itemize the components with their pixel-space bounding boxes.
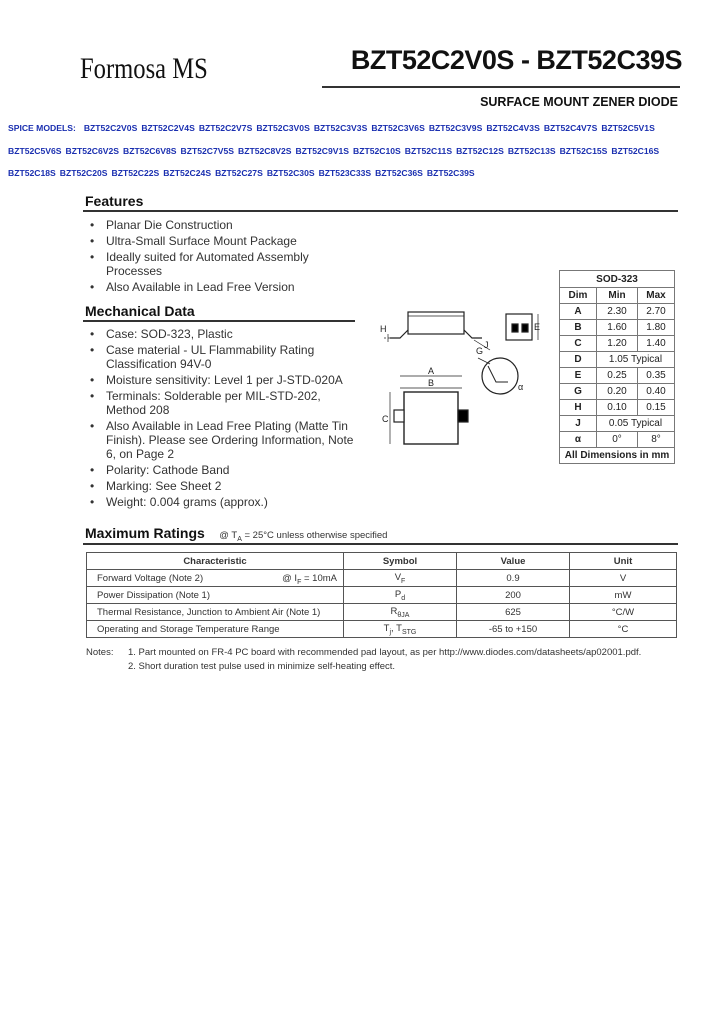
ratings-row — [87, 621, 677, 638]
page-subtitle: SURFACE MOUNT ZENER DIODE — [480, 95, 678, 109]
dim-cell: E — [560, 368, 597, 384]
ratings-char-cell: Forward Voltage (Note 2) @ $I_F = 10mA$ — [87, 570, 344, 587]
dim-label-j: J — [484, 340, 489, 350]
spice-model-link[interactable]: BZT52C39S — [426, 168, 475, 178]
dim-cell: D — [560, 352, 597, 368]
dimension-table — [559, 270, 675, 464]
ratings-col-header: Symbol — [344, 553, 457, 570]
mechanical-list — [84, 327, 356, 509]
ratings-char-cell: Operating and Storage Temperature Range — [87, 621, 344, 638]
spice-model-link[interactable]: BZT52C3V6S — [371, 123, 425, 133]
dim-label-b: B — [428, 378, 435, 388]
spice-model-link[interactable]: BZT52C6V8S — [123, 146, 177, 156]
ratings-unit-cell: V — [570, 570, 677, 587]
spice-model-link[interactable]: BZT52C6V2S — [65, 146, 119, 156]
dim-col-header: Dim — [560, 288, 597, 304]
dim-cell: α — [560, 432, 597, 448]
dim-label-c: C — [382, 414, 389, 424]
ratings-col-header: Unit — [570, 553, 677, 570]
dim-table-row — [560, 352, 675, 368]
package-outline-drawing — [372, 300, 552, 450]
note-item: 1. Part mounted on FR-4 PC board with recommended pad layout, as per http://www.diodes.com/datasheets/ap02001.pdf. — [128, 647, 642, 658]
ratings-row — [87, 587, 677, 604]
dim-label-g: G — [476, 346, 484, 356]
dim-cell: 1.40 — [638, 336, 675, 352]
ratings-table — [86, 552, 677, 638]
feature-item: • Ultra-Small Surface Mount Package — [84, 234, 324, 248]
mechanical-rule — [83, 320, 355, 322]
ratings-row — [87, 604, 677, 621]
spice-model-link[interactable]: BZT52C13S — [507, 146, 556, 156]
spice-model-link[interactable]: BZT52C5V1S — [601, 123, 655, 133]
dim-col-header: Max — [638, 288, 675, 304]
dim-cell: 1.60 — [597, 320, 638, 336]
dim-cell: 2.30 — [597, 304, 638, 320]
dim-table-row — [560, 320, 675, 336]
ratings-char-condition: @ $I_F = 10mA$ — [282, 572, 337, 586]
features-list — [84, 218, 324, 294]
ratings-col-header: Value — [457, 553, 570, 570]
spice-model-link[interactable]: BZT52C20S — [59, 168, 108, 178]
dim-table-footer: All Dimensions in mm — [560, 448, 675, 464]
dim-table-row — [560, 368, 675, 384]
ratings-symbol-cell: $R_{\theta JA}$ — [344, 604, 457, 621]
dim-table-row — [560, 432, 675, 448]
dim-cell: C — [560, 336, 597, 352]
ratings-value-cell: 625 — [457, 604, 570, 621]
spice-model-link[interactable]: BZT52C2V0S — [83, 123, 138, 133]
spice-model-link[interactable]: BZT52C4V7S — [543, 123, 598, 133]
spice-model-link[interactable]: BZT52C10S — [353, 146, 401, 156]
dim-table-row — [560, 336, 675, 352]
mechanical-heading: Mechanical Data — [85, 303, 195, 319]
page-title: BZT52C2V0S - BZT52C39S — [350, 45, 682, 75]
mechanical-item: • Weight: 0.004 grams (approx.) — [84, 495, 356, 509]
spice-model-link[interactable]: BZT523C33S — [318, 168, 372, 178]
spice-model-link[interactable]: BZT52C27S — [215, 168, 263, 178]
ratings-char-cell: Power Dissipation (Note 1) — [87, 587, 344, 604]
dim-cell: 0.10 — [597, 400, 638, 416]
feature-item: • Also Available in Lead Free Version — [84, 280, 324, 294]
ratings-value-cell: 0.9 — [457, 570, 570, 587]
features-rule — [83, 210, 678, 212]
dim-cell: G — [560, 384, 597, 400]
ratings-heading-row — [85, 525, 387, 543]
spice-model-link[interactable]: BZT52C15S — [559, 146, 608, 156]
spice-model-link[interactable]: BZT52C16S — [611, 146, 660, 156]
ratings-value-cell: 200 — [457, 587, 570, 604]
spice-model-link[interactable]: BZT52C11S — [404, 146, 453, 156]
ratings-rule — [83, 543, 678, 545]
dimension-table-wrap — [559, 270, 675, 464]
notes-label: Notes: — [86, 647, 114, 658]
spice-model-link[interactable]: BZT52C8V2S — [238, 146, 292, 156]
mechanical-item: • Polarity: Cathode Band — [84, 463, 356, 477]
ratings-row — [87, 570, 677, 587]
dim-table-row — [560, 400, 675, 416]
ratings-condition: @ $T_A = 25^\circ C$ unless otherwise specified — [219, 530, 388, 543]
dim-cell: 0.20 — [597, 384, 638, 400]
ratings-symbol-cell: $T_j$, $T_{STG}$ — [344, 621, 457, 638]
dim-cell: H — [560, 400, 597, 416]
spice-model-link[interactable]: BZT52C4V3S — [486, 123, 540, 133]
dim-table-package: SOD-323 — [560, 271, 675, 288]
dim-cell: 2.70 — [638, 304, 675, 320]
dim-table-row — [560, 416, 675, 432]
spice-model-link[interactable]: BZT52C12S — [456, 146, 504, 156]
dim-table-row — [560, 304, 675, 320]
ratings-heading: Maximum Ratings — [85, 525, 205, 541]
dim-cell: 0.15 — [638, 400, 675, 416]
ratings-table-wrap — [86, 552, 677, 638]
spice-model-link[interactable]: BZT52C3V3S — [313, 123, 368, 133]
spice-models-line-3 — [8, 168, 483, 178]
feature-item: • Planar Die Construction — [84, 218, 324, 232]
dim-cell: A — [560, 304, 597, 320]
dim-cell: 0.05 Typical — [597, 416, 675, 432]
spice-model-link[interactable]: BZT52C5V6S — [8, 146, 62, 156]
spice-label: SPICE MODELS: — [8, 123, 76, 133]
spice-model-link[interactable]: BZT52C30S — [266, 168, 315, 178]
spice-model-link[interactable]: BZT52C36S — [375, 168, 423, 178]
mechanical-item: • Also Available in Lead Free Plating (Matte Tin Finish). Please see Ordering Information, Note 6, on Page 2 — [84, 419, 356, 461]
dim-cell: J — [560, 416, 597, 432]
spice-model-link[interactable]: BZT52C3V9S — [428, 123, 483, 133]
spice-model-link[interactable]: BZT52C2V7S — [198, 123, 253, 133]
dim-cell: 0.35 — [638, 368, 675, 384]
dim-cell: 8° — [638, 432, 675, 448]
spice-model-link[interactable]: BZT52C7V5S — [180, 146, 234, 156]
ratings-symbol-cell: $V_F$ — [344, 570, 457, 587]
dim-cell: 1.80 — [638, 320, 675, 336]
ratings-symbol-cell: $P_d$ — [344, 587, 457, 604]
dim-label-h: H — [380, 324, 387, 334]
ratings-col-header: Characteristic — [87, 553, 344, 570]
header-divider — [322, 86, 680, 88]
brand-logo: Formosa MS — [80, 52, 208, 85]
dim-cell: 0.25 — [597, 368, 638, 384]
spice-model-link[interactable]: BZT52C24S — [163, 168, 212, 178]
mechanical-item: • Case material - UL Flammability Rating Classification 94V-0 — [84, 343, 356, 371]
mechanical-item: • Moisture sensitivity: Level 1 per J-STD-020A — [84, 373, 356, 387]
ratings-unit-cell: °C/W — [570, 604, 677, 621]
dim-col-header: Min — [597, 288, 638, 304]
dim-label-a: A — [428, 366, 435, 376]
note-item: 2. Short duration test pulse used in minimize self-heating effect. — [128, 661, 396, 672]
ratings-char-cell: Thermal Resistance, Junction to Ambient Air (Note 1) — [87, 604, 344, 621]
spice-models-line-1 — [8, 123, 663, 133]
dim-cell: 1.05 Typical — [597, 352, 675, 368]
mechanical-item: • Case: SOD-323, Plastic — [84, 327, 356, 341]
spice-model-link[interactable]: BZT52C2V4S — [141, 123, 195, 133]
spice-model-link[interactable]: BZT52C9V1S — [295, 146, 349, 156]
dim-cell: B — [560, 320, 597, 336]
feature-item: • Ideally suited for Automated Assembly Processes — [84, 250, 324, 278]
spice-model-link[interactable]: BZT52C3V0S — [256, 123, 310, 133]
dim-label-alpha: α — [518, 382, 524, 392]
features-heading: Features — [85, 193, 144, 209]
ratings-unit-cell: mW — [570, 587, 677, 604]
dim-cell: 0.40 — [638, 384, 675, 400]
spice-model-link[interactable]: BZT52C22S — [111, 168, 160, 178]
ratings-unit-cell: °C — [570, 621, 677, 638]
dim-cell: 1.20 — [597, 336, 638, 352]
mechanical-item: • Marking: See Sheet 2 — [84, 479, 356, 493]
mechanical-item: • Terminals: Solderable per MIL-STD-202, Method 208 — [84, 389, 356, 417]
spice-models-line-2 — [8, 146, 667, 156]
dim-label-e: E — [534, 322, 541, 332]
ratings-value-cell: -65 to +150 — [457, 621, 570, 638]
dim-table-row — [560, 384, 675, 400]
spice-model-link[interactable]: BZT52C18S — [8, 168, 56, 178]
dim-cell: 0° — [597, 432, 638, 448]
